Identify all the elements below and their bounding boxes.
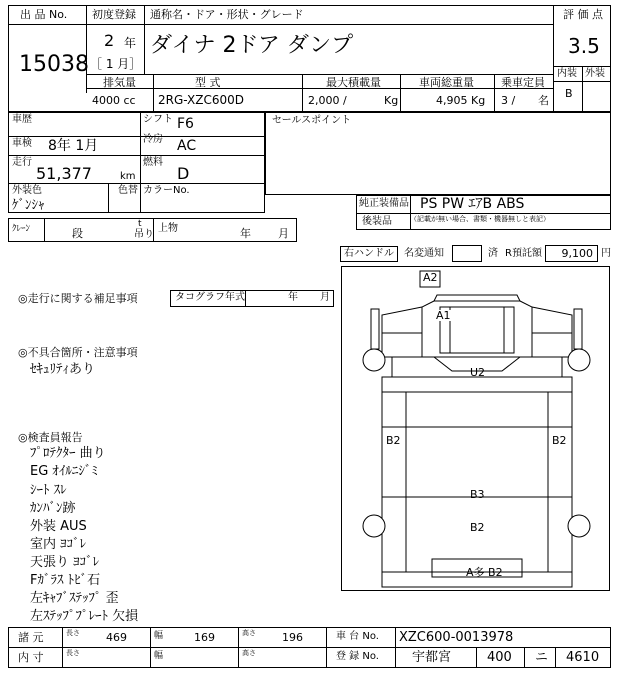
divider — [302, 74, 303, 112]
mileage-label: 走行 — [12, 157, 32, 168]
aftermarket-note: （記載が無い場合、書類・機器無しと表記） — [410, 215, 550, 223]
sales-point-label: セールスポイント — [272, 115, 352, 126]
max-load: 2,000 / — [308, 94, 347, 107]
inspector-title: ◎検査員報告 — [18, 431, 83, 444]
shift-label: シフト — [143, 114, 173, 125]
dims-label: 諸 元 — [18, 631, 44, 644]
divider — [582, 66, 583, 112]
crane-stage-unit: 段 — [72, 227, 83, 240]
width-label: 幅 — [154, 631, 164, 641]
fuel-value: D — [177, 164, 190, 183]
upper-month-unit: 月 — [278, 227, 289, 240]
model-label: 通称名・ドア・形状・グレード — [150, 8, 304, 21]
divider — [144, 5, 145, 74]
name-change-label: 名変通知 — [404, 248, 444, 259]
first-reg-month: ［ 1 月］ — [90, 57, 142, 71]
aftermarket-label: 後装品 — [362, 216, 392, 227]
reg-class: 400 — [487, 650, 512, 665]
interior-label: 内装 — [557, 68, 577, 79]
divider — [86, 74, 553, 75]
reg-kana: ニ — [535, 650, 549, 665]
inspector-item: 外装 AUS — [30, 519, 87, 534]
length-value: 469 — [106, 631, 127, 644]
first-reg-year: 2 — [104, 31, 115, 50]
divider — [395, 627, 396, 668]
max-load-unit: Kg — [384, 94, 399, 107]
tacho-month-unit: 月 — [320, 292, 330, 303]
divider — [524, 647, 525, 668]
divider — [238, 627, 239, 668]
right-hand-label: 右ハンドル — [344, 248, 394, 259]
mark-b2-right: B2 — [552, 434, 567, 447]
rear-left-wheel — [363, 515, 385, 537]
score-label: 評 価 点 — [563, 8, 603, 21]
yen-label: 円 — [601, 248, 611, 259]
interior-length-label: 長さ — [66, 649, 80, 657]
inspector-item: 左ｽﾃｯﾌﾟﾌﾟﾚｰﾄ 欠損 — [30, 609, 139, 624]
inspector-item: 左ｷｬﾌﾞｽﾃｯﾌﾟ 歪 — [30, 591, 119, 606]
first-reg-label: 初度登録 — [92, 8, 136, 21]
height-label: 高さ — [242, 629, 256, 637]
mark-b2-center: B2 — [470, 521, 485, 534]
divider — [476, 647, 477, 668]
model-type: 2RG-XZC600D — [158, 93, 244, 107]
divider — [150, 627, 151, 668]
color-code-label: カラーNo. — [143, 185, 190, 196]
history-label: 車歴 — [12, 114, 32, 125]
divider — [8, 647, 611, 648]
exterior-label: 外装 — [585, 68, 605, 79]
inspector-item: EG ｵｲﾙﾆｼﾞﾐ — [30, 464, 98, 479]
divider — [8, 155, 265, 156]
color-no-label: 色替 — [118, 185, 138, 196]
right-door — [532, 307, 572, 357]
odo-value: 9,100 — [561, 247, 593, 260]
reg-label: 登 録 No. — [336, 651, 379, 662]
mark-b2-left: B2 — [386, 434, 401, 447]
interior-width-label: 幅 — [154, 651, 164, 661]
divider — [8, 136, 265, 137]
defects-title: ◎不具合箇所・注意事項 — [18, 346, 138, 359]
capacity-label: 乗車定員 — [501, 76, 545, 89]
mark-a1: A1 — [436, 309, 451, 322]
shift-value: F6 — [177, 116, 194, 132]
interior-score: B — [565, 87, 573, 100]
divider — [326, 627, 327, 668]
divider — [245, 290, 246, 307]
dump-bed — [382, 377, 572, 587]
first-reg-year-unit: 年 — [124, 36, 137, 50]
reg-area: 宇都宮 — [412, 650, 452, 665]
fuel-label: 燃料 — [143, 157, 163, 168]
windshield — [440, 307, 514, 353]
left-info-table — [8, 112, 265, 213]
inspector-item: Fｶﾞﾗｽ ﾄﾋﾞ石 — [30, 573, 101, 588]
upper-label: 上物 — [158, 223, 178, 234]
inspector-item: 天張り ﾖｺﾞﾚ — [30, 555, 100, 570]
left-door — [382, 307, 422, 357]
ext-color-label: 外装色 — [12, 185, 42, 196]
divider — [86, 24, 553, 25]
chassis-value: XZC600-0013978 — [399, 630, 514, 645]
mark-rear: A多 B2 — [466, 566, 503, 579]
divider — [400, 74, 401, 112]
inspector-item: ｼｰﾄ ｽﾚ — [30, 483, 67, 498]
left-mirror — [371, 309, 379, 349]
inspector-item: ﾌﾟﾛﾃｸﾀｰ 曲り — [30, 446, 106, 461]
chassis-label: 車 台 No. — [336, 631, 379, 642]
mark-b3: B3 — [470, 488, 485, 501]
front-right-wheel — [568, 349, 590, 371]
divider — [108, 183, 109, 213]
divider — [140, 112, 141, 213]
name-change-box — [452, 245, 482, 262]
front-left-wheel — [363, 349, 385, 371]
right-mirror — [574, 309, 582, 349]
mileage-unit: km — [120, 171, 136, 182]
gross-weight: 4,905 Kg — [436, 94, 486, 107]
rear-right-wheel — [568, 515, 590, 537]
length-label: 長さ — [66, 629, 80, 637]
divider — [356, 213, 611, 214]
odo-label: R預託額 — [505, 248, 542, 259]
truck-outline-svg — [342, 267, 611, 592]
divider — [553, 5, 554, 112]
divider — [553, 81, 611, 82]
lot-no-label: 出 品 No. — [20, 8, 68, 21]
score-value: 3.5 — [568, 34, 600, 58]
mileage-value: 51,377 — [36, 164, 92, 183]
divider — [8, 24, 86, 25]
divider — [62, 627, 63, 668]
gross-weight-label: 車両総重量 — [419, 76, 474, 89]
inspector-item: 室内 ﾖｺﾞﾚ — [30, 537, 87, 552]
displacement: 4000 cc — [92, 94, 136, 107]
separator-label: 済 — [488, 248, 498, 259]
ext-color-value: ｹﾞﾝｼｬ — [12, 198, 45, 213]
type-label: 型 式 — [195, 76, 221, 89]
mark-a2: A2 — [423, 271, 438, 284]
model-name: ダイナ 2ドア ダンプ — [150, 33, 354, 58]
vehicle-diagram — [341, 266, 610, 591]
crane-label: ｸﾚｰﾝ — [12, 224, 31, 234]
cab-roof — [434, 295, 520, 301]
height-value: 196 — [282, 631, 303, 644]
divider — [86, 88, 553, 89]
standard-equip-value: PS PW ｴｱB ABS — [420, 196, 525, 212]
aircon-value: AC — [177, 138, 197, 154]
inspector-item: ｶﾝﾊﾞﾝ跡 — [30, 501, 76, 516]
capacity-unit: 名 — [538, 94, 549, 107]
divider — [494, 74, 495, 112]
tacho-year-unit: 年 — [288, 292, 298, 303]
divider — [44, 218, 45, 242]
divider — [86, 5, 87, 93]
interior-dims-label: 内 寸 — [18, 651, 44, 664]
aircon-label: 冷房 — [143, 134, 163, 145]
upper-year-unit: 年 — [240, 227, 251, 240]
divider — [555, 647, 556, 668]
standard-equip-label: 純正装備品 — [359, 198, 409, 209]
tachograph-label: タコグラフ年式 — [175, 292, 245, 303]
defects-item: ｾｷｭﾘﾃｨあり — [30, 362, 96, 377]
mark-u2: U2 — [470, 366, 486, 379]
capacity: 3 / — [501, 94, 516, 107]
inspection-value: 8年 1月 — [48, 138, 99, 154]
reg-number: 4610 — [566, 650, 600, 665]
divider — [8, 183, 265, 184]
displacement-label: 排気量 — [103, 76, 136, 89]
inspection-label: 車検 — [12, 138, 32, 149]
divider — [153, 74, 154, 112]
width-value: 169 — [194, 631, 215, 644]
interior-height-label: 高さ — [242, 649, 256, 657]
crane-lift-unit: 吊り — [134, 229, 154, 240]
crane-ton-unit: t — [138, 219, 142, 229]
supplement-title: ◎走行に関する補足事項 — [18, 292, 138, 305]
lot-number: 15038 — [19, 52, 89, 77]
max-load-label: 最大積載量 — [326, 76, 381, 89]
